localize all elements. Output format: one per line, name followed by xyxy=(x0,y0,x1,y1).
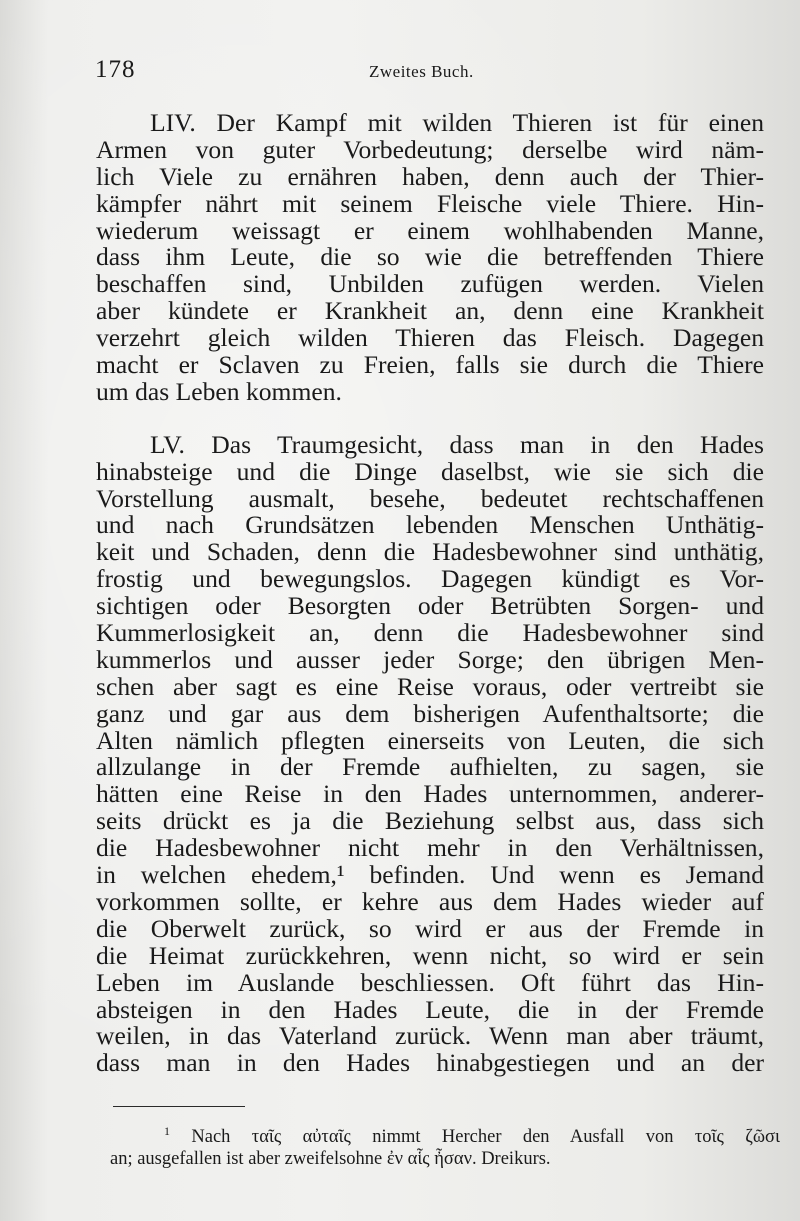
text-line: Alten nämlich pflegten einerseits von Leuten, die sich xyxy=(96,725,764,755)
text-line: und nach Grundsätzen lebenden Menschen Unthätig- xyxy=(96,510,764,540)
text-line: seits drückt es ja die Beziehung selbst aus, dass sich xyxy=(96,806,764,836)
text-line: allzulange in der Fremde aufhielten, zu sagen, sie xyxy=(96,752,764,782)
text-line: aber kündete er Krankheit an, denn eine Krankheit xyxy=(96,296,764,326)
footnote-marker: 1 xyxy=(164,1123,170,1138)
text-line: Kummerlosigkeit an, denn die Hadesbewohner sind xyxy=(96,618,764,648)
text-line: hätten eine Reise in den Hades unternommen, anderer- xyxy=(96,779,764,809)
text-line: sichtigen oder Besorgten oder Betrübten Sorgen- und xyxy=(96,591,764,621)
text-line: absteigen in den Hades Leute, die in der Fremde xyxy=(96,994,764,1024)
text-line: weilen, in das Vaterland zurück. Wenn man aber träumt, xyxy=(96,1021,764,1051)
text-line: Leben im Auslande beschliessen. Oft führt das Hin- xyxy=(96,967,764,997)
text-line: die Oberwelt zurück, so wird er aus der Fremde in xyxy=(96,913,764,943)
text-line: vorkommen sollte, er kehre aus dem Hades wieder auf xyxy=(96,886,764,916)
text-line: ganz und gar aus dem bisherigen Aufenthaltsorte; die xyxy=(96,698,764,728)
text-line: macht er Sclaven zu Freien, falls sie durch die Thiere xyxy=(96,350,764,380)
text-line: Vorstellung ausmalt, besehe, bedeutet rechtschaffenen xyxy=(96,483,764,513)
section-liv xyxy=(96,110,764,406)
footnote-line: an; ausgefallen ist aber zweifelsohne ἐν αἷς ἦσαν. Dreikurs. xyxy=(110,1149,551,1169)
text-line: schen aber sagt es eine Reise voraus, oder vertreibt sie xyxy=(96,671,764,701)
text-line: dass man in den Hades hinabgestiegen und an der xyxy=(96,1048,764,1078)
text-line: lich Viele zu ernähren haben, denn auch der Thier- xyxy=(96,161,764,191)
text-line: LV. Das Traumgesicht, dass man in den Hades xyxy=(150,429,764,459)
text-line: Armen von guter Vorbedeutung; derselbe wird näm- xyxy=(96,134,764,164)
section-lv xyxy=(96,429,764,1078)
text-line: um das Leben kommen. xyxy=(96,376,342,406)
page-header xyxy=(95,56,795,92)
page-number: 178 xyxy=(95,56,136,83)
footnote-line xyxy=(110,1123,781,1148)
text-line: kummerlos und ausser jeder Sorge; den übrigen Men- xyxy=(96,644,764,674)
text-line: beschaffen sind, Unbilden zufügen werden. Vielen xyxy=(96,269,764,299)
running-head: Zweites Buch. xyxy=(369,62,474,81)
text-line: in welchen ehedem,¹ befinden. Und wenn es Jemand xyxy=(96,860,764,890)
text-line: die Hadesbewohner nicht mehr in den Verhältnissen, xyxy=(96,833,764,863)
text-line: dass ihm Leute, die so wie die betreffenden Thiere xyxy=(96,242,764,272)
footnote xyxy=(110,1123,781,1170)
text-line: LIV. Der Kampf mit wilden Thieren ist für einen xyxy=(150,108,764,137)
footnote-text: Nach ταῖς αὐταῖς nimmt Hercher den Ausfall von τοῖς ζῶσι xyxy=(191,1127,781,1147)
text-line: frostig und bewegungslos. Dagegen kündigt es Vor- xyxy=(96,564,764,594)
text-line: keit und Schaden, denn die Hadesbewohner sind unthätig, xyxy=(96,537,764,567)
text-line: wiederum weissagt er einem wohlhabenden Manne, xyxy=(96,215,764,245)
body-text xyxy=(96,110,764,1077)
text-line: hinabsteige und die Dinge daselbst, wie sie sich die xyxy=(96,456,764,486)
footnote-rule xyxy=(113,1106,245,1107)
text-line: verzehrt gleich wilden Thieren das Fleisch. Dagegen xyxy=(96,323,764,353)
text-line: die Heimat zurückkehren, wenn nicht, so wird er sein xyxy=(96,940,764,970)
text-line: kämpfer nährt mit seinem Fleische viele Thiere. Hin- xyxy=(96,188,764,218)
